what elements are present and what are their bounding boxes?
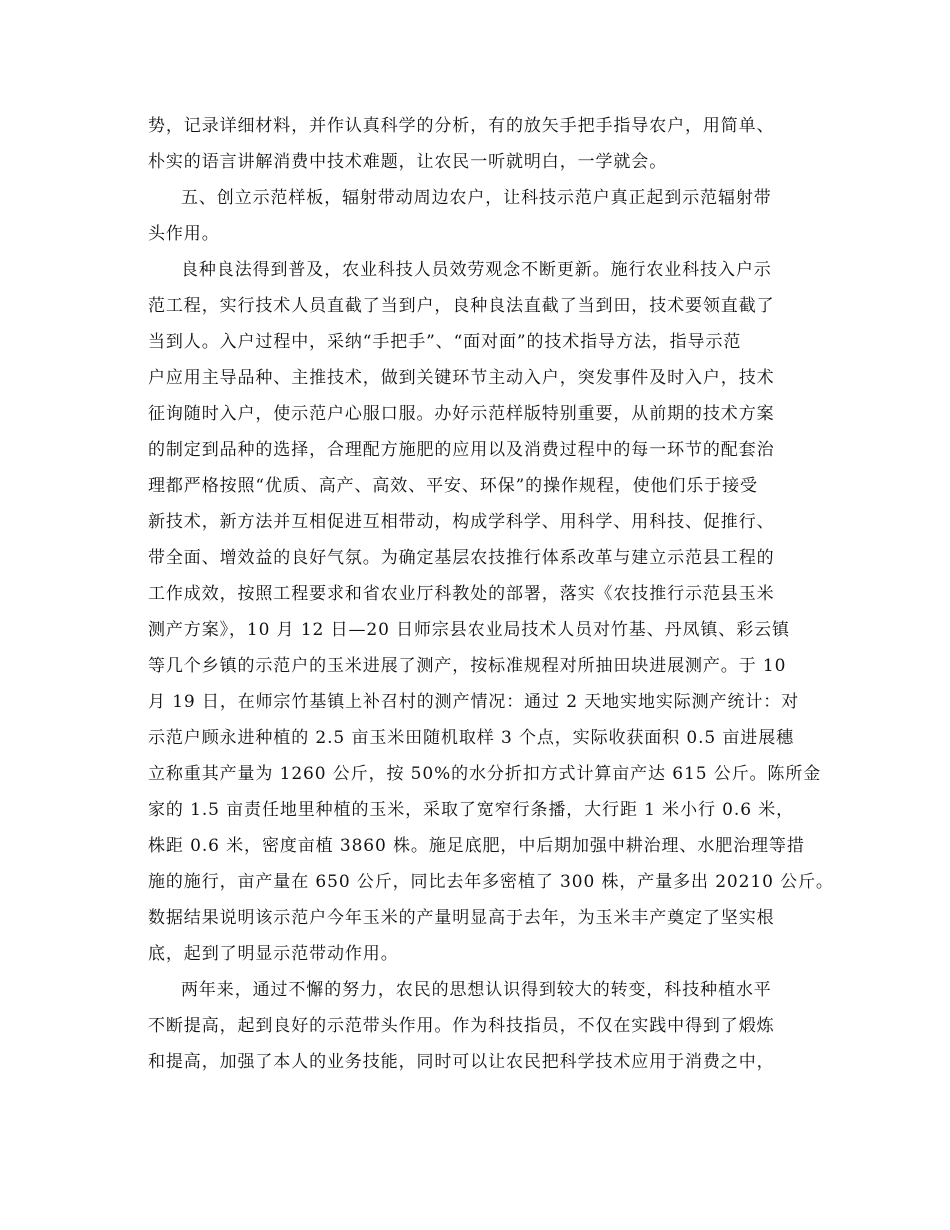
paragraph-1 (148, 108, 808, 180)
text-line: 和提高，加强了本人的业务技能，同时可以让农民把科学技术应用于消费之中， (148, 1052, 775, 1072)
text-line: 工作成效，按照工程要求和省农业厅科教处的部署，落实《农技推行示范县玉米 (148, 584, 775, 604)
text-line: 月 19 日，在师宗竹基镇上补召村的测产情况：通过 2 天地实地实际测产统计：对 (148, 692, 800, 712)
text-line: 的制定到品种的选择，合理配方施肥的应用以及消费过程中的每一环节的配套治 (148, 440, 775, 460)
text-line: 底，起到了明显示范带动作用。 (148, 944, 399, 964)
document-body (148, 108, 834, 1080)
text-line: 良种良法得到普及，农业科技人员效劳观念不断更新。施行农业科技入户示 (181, 260, 772, 280)
text-line: 头作用。 (148, 224, 220, 244)
text-line: 测产方案》，10 月 12 日—20 日师宗县农业局技术人员对竹基、丹凤镇、彩云镇 (148, 620, 790, 640)
text-line: 两年来，通过不懈的努力，农民的思想认识得到较大的转变，科技种植水平 (181, 980, 772, 1000)
text-line: 势，记录详细材料，并作认真科学的分析，有的放矢手把手指导农户，用简单、 (148, 116, 775, 136)
text-line: 征询随时入户，使示范户心服口服。办好示范样版特别重要，从前期的技术方案 (148, 404, 775, 424)
text-line: 家的 1.5 亩责任地里种植的玉米，采取了宽窄行条播，大行距 1 米小行 0.6 米， (148, 800, 795, 820)
paragraph-2 (148, 180, 808, 252)
text-line: 株距 0.6 米，密度亩植 3860 株。施足底肥，中后期加强中耕治理、水肥治理等措 (148, 836, 805, 856)
text-line: 立称重其产量为 1260 公斤，按 50%的水分折扣方式计算亩产达 615 公斤。陈所金 (148, 764, 822, 784)
text-line: 朴实的语言讲解消费中技术难题，让农民一听就明白，一学就会。 (148, 152, 668, 172)
text-line: 范工程，实行技术人员直截了当到户，良种良法直截了当到田，技术要领直截了 (148, 296, 775, 316)
text-line: 施的施行，亩产量在 650 公斤，同比去年多密植了 300 株，产量多出 20210 公斤。 (148, 872, 834, 892)
text-line: 带全面、增效益的良好气氛。为确定基层农技推行体系改革与建立示范县工程的 (148, 548, 775, 568)
text-line: 不断提高，起到良好的示范带头作用。作为科技指员，不仅在实践中得到了煅炼 (148, 1016, 775, 1036)
text-line: 户应用主导品种、主推技术，做到关键环节主动入户，突发事件及时入户，技术 (148, 368, 775, 388)
text-line: 示范户顾永进种植的 2.5 亩玉米田随机取样 3 个点，实际收获面积 0.5 亩进展穗 (148, 728, 795, 748)
text-line: 等几个乡镇的示范户的玉米进展了测产，按标准规程对所抽田块进展测产。于 10 (148, 656, 787, 676)
text-line: 五、创立示范样板，辐射带动周边农户，让科技示范户真正起到示范辐射带 (181, 188, 772, 208)
text-line: 新技术，新方法并互相促进互相带动，构成学科学、用科学、用科技、促推行、 (148, 512, 775, 532)
text-line: 理都严格按照“优质、高产、高效、平安、环保”的操作规程，使他们乐于接受 (148, 476, 758, 496)
text-line: 当到人。入户过程中，采纳“手把手”、“面对面”的技术指导方法，指导示范 (148, 332, 742, 352)
paragraph-4 (148, 972, 808, 1080)
paragraph-3 (148, 252, 834, 972)
text-line: 数据结果说明该示范户今年玉米的产量明显高于去年，为玉米丰产奠定了坚实根 (148, 908, 775, 928)
